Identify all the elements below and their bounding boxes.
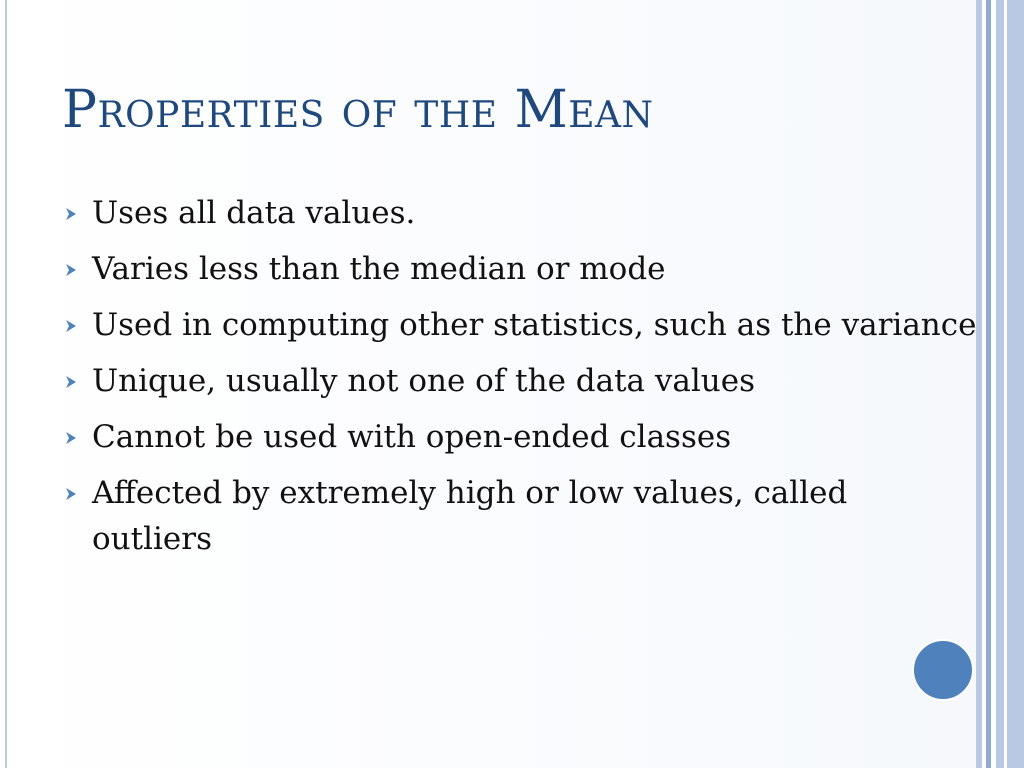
- bullet-text: Affected by extremely high or low values, called outliers: [92, 475, 848, 557]
- left-border: [0, 0, 10, 768]
- bullet-list: [62, 190, 977, 572]
- stripe: [996, 0, 1004, 768]
- arrow-bullet-icon: [64, 207, 78, 221]
- bullet-item: [62, 190, 977, 236]
- bullet-item: [62, 302, 977, 348]
- bullet-text: Varies less than the median or mode: [92, 251, 666, 287]
- right-decorative-stripes: [976, 0, 1024, 768]
- bullet-text: Uses all data values.: [92, 195, 416, 231]
- stripe: [1007, 0, 1024, 768]
- arrow-bullet-icon: [64, 263, 78, 277]
- left-border-line: [5, 0, 7, 768]
- arrow-bullet-icon: [64, 431, 78, 445]
- bullet-item: [62, 414, 977, 460]
- bullet-item: [62, 246, 977, 292]
- decorative-circle: [912, 639, 974, 701]
- bullet-text: Unique, usually not one of the data values: [92, 363, 756, 399]
- arrow-bullet-icon: [64, 375, 78, 389]
- arrow-bullet-icon: [64, 319, 78, 333]
- arrow-bullet-icon: [64, 487, 78, 501]
- slide-title: Properties of the Mean: [62, 80, 654, 140]
- bullet-item: [62, 470, 977, 562]
- bullet-item: [62, 358, 977, 404]
- bullet-text: Cannot be used with open-ended classes: [92, 419, 732, 455]
- bullet-text: Used in computing other statistics, such as the variance: [92, 307, 977, 343]
